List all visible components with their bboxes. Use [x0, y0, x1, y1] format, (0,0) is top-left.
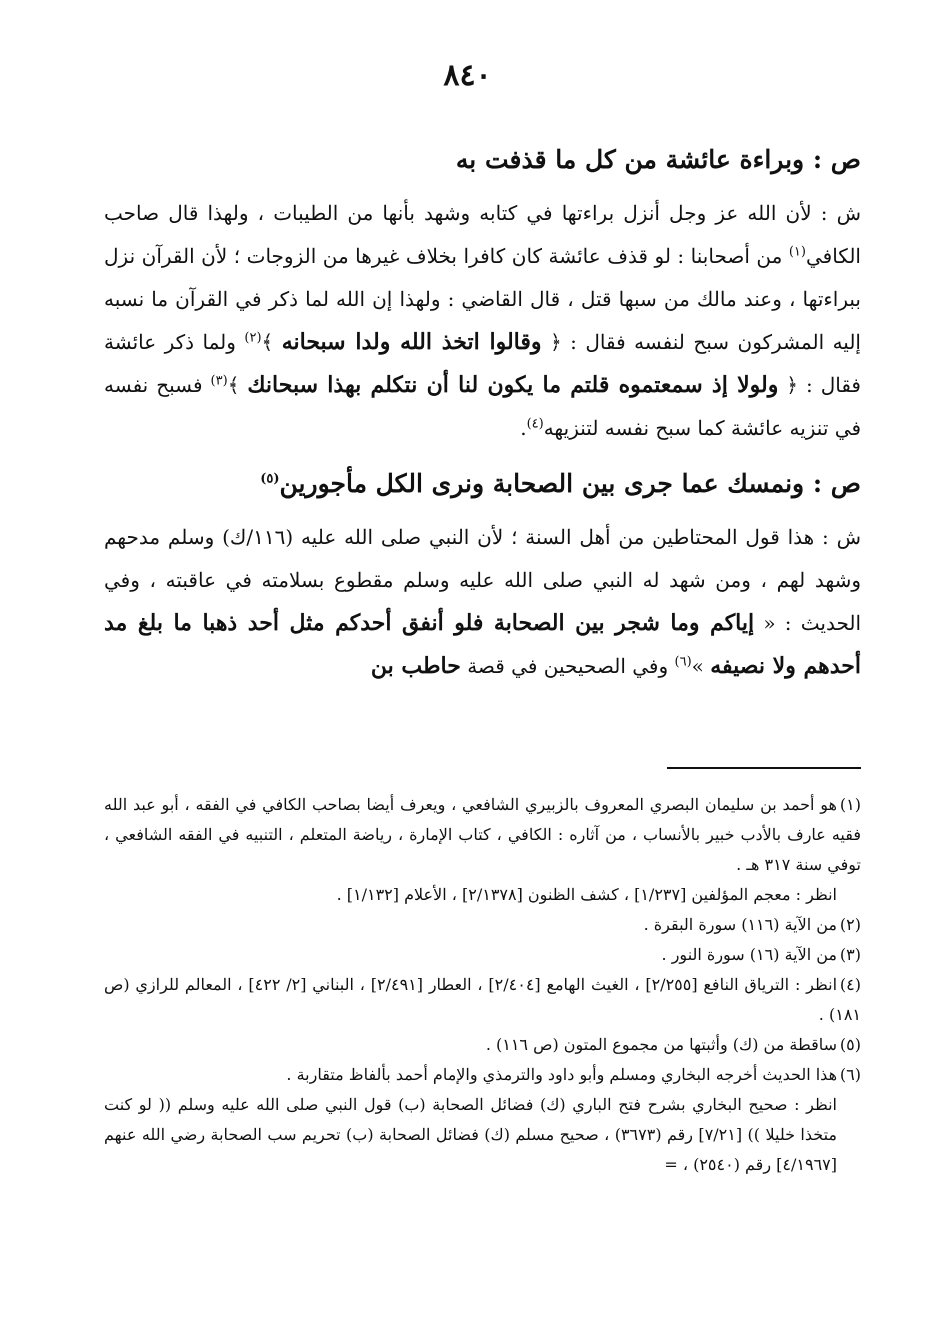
footnote-ref: (١): [788, 244, 806, 260]
page-number: ٨٤٠: [443, 58, 492, 93]
paragraph-text: فسبح نفسه في تنزيه عائشة كما سبح نفسه لتنزيهه: [104, 373, 861, 440]
footnotes: [104, 790, 861, 1180]
footnote-text: انظر : معجم المؤلفين [١/٢٣٧] ، كشف الظنون [٢/١٣٧٨] ، الأعلام [١/١٣٢] .: [336, 885, 837, 904]
footnote-ref: (٦): [674, 654, 692, 670]
paragraph-text: ش : هذا قول المحتاطين من أهل السنة ؛ لأن النبي صلى الله عليه (١١٦/ك) وسلم مدحهم وشهد لهم ، ومن شهد له النبي صلى الله عليه وسلم مقطوع بسلامته في عاقبته ، وفي الحديث : «: [104, 525, 861, 635]
footnote-number: (٦): [839, 1065, 861, 1084]
paragraph-2: [104, 516, 861, 688]
footnote-text: هو أحمد بن سليمان البصري المعروف بالزبيري الشافعي ، ويعرف أيضا بصاحب الكافي في الفقه ، أبو عبد الله فقيه عارف بالأدب خبير بالأنساب ، من آثاره : الكافي ، كتاب الإمارة ، رياضة المتعلم ، التنبيه في الفقه الشافعي ، توفي سنة ٣١٧ هـ .: [104, 795, 861, 874]
footnote: [104, 910, 861, 940]
footnote-number: (٤): [839, 975, 862, 994]
footnote-ref: (٤): [526, 416, 544, 432]
footnote: [104, 880, 861, 910]
footnote-number: (٢): [839, 915, 861, 934]
footnote-number: (٣): [839, 945, 861, 964]
footnote-ref: (٢): [244, 330, 262, 346]
paragraph-text: وفي الصحيحين في قصة: [460, 654, 675, 678]
footnote-text: ساقطة من (ك) وأثبتها من مجموع المتون (ص ١١٦) .: [485, 1035, 837, 1054]
paragraph-text: من أصحابنا : لو قذف عائشة كان كافرا بخلاف غيرها من الزوجات ؛ لأن القرآن نزل ببراءتها ، وعند مالك من سبها قتل ، قال القاضي : ولهذا إن الله لما ذكر في القرآن ما نسبه إليه المشركون سبح لنفسه فقال : ﴿: [104, 244, 861, 354]
footnote: [104, 790, 861, 880]
footnote-text: انظر : الترياق النافع [٢/٢٥٥] ، الغيث الهامع [٢/٤٠٤] ، العطار [٢/٤٩١] ، البناني [٢/ ٤٢٢] ، المعالم للرازي (ص ١٨١) .: [104, 975, 861, 1024]
paragraph-text: ﴾: [227, 373, 248, 397]
paragraph-1: [104, 192, 861, 450]
footnote-ref: (٥): [260, 471, 280, 487]
paragraph-text: ش : لأن الله عز وجل أنزل براءتها في كتابه وشهد بأنها من الطيبات ، ولهذا قال صاحب الكافي: [104, 201, 861, 268]
section-heading-2-text: ص : ونمسك عما جرى بين الصحابة ونرى الكل مأجورين: [279, 469, 861, 498]
footnote-text: انظر : صحيح البخاري بشرح فتح الباري (ك) فضائل الصحابة (ب) قول النبي صلى الله عليه وسلم (( لو كنت متخذا خليلا )) [٧/٢١] رقم (٣٦٧٣) ، صحيح مسلم (ك) فضائل الصحابة (ب) تحريم سب الصحابة رضي الله عنهم [٤/١٩٦٧] رقم (٢٥٤٠) ، =: [104, 1095, 837, 1174]
footnote: [104, 970, 861, 1030]
footnote-number: (٥): [839, 1035, 861, 1054]
paragraph-text: .: [520, 416, 527, 440]
footnote: [104, 940, 861, 970]
quoted-text: حاطب بن: [370, 653, 461, 679]
quoted-text: وقالوا اتخذ الله ولدا سبحانه: [281, 329, 542, 355]
footnote: [104, 1030, 861, 1060]
quoted-text: ولولا إذ سمعتموه قلتم ما يكون لنا أن نتكلم بهذا سبحانك: [247, 372, 779, 398]
footnote-number: (١): [839, 795, 861, 814]
quoted-text: إياكم وما شجر بين الصحابة فلو أنفق أحدكم مثل أحد ذهبا ما بلغ مد أحدهم ولا نصيفه: [104, 610, 861, 679]
section-heading-1: ص : وبراءة عائشة من كل ما قذفت به: [455, 145, 861, 174]
footnote: [104, 1060, 861, 1090]
footnote-ref: (٣): [210, 373, 228, 389]
paragraph-text: ﴾: [261, 330, 282, 354]
footnote: [104, 1090, 861, 1180]
footnote-text: من الآية (١١٦) سورة البقرة .: [643, 915, 837, 934]
footnote-separator: [667, 767, 861, 769]
footnote-text: هذا الحديث أخرجه البخاري ومسلم وأبو داود والترمذي والإمام أحمد بألفاظ متقاربة .: [286, 1065, 837, 1084]
main-text: [104, 138, 861, 700]
paragraph-text: ولما ذكر عائشة فقال : ﴿: [104, 330, 861, 397]
section-heading-2: [104, 462, 861, 506]
footnote-text: من الآية (١٦) سورة النور .: [661, 945, 837, 964]
paragraph-text: »: [691, 654, 711, 678]
